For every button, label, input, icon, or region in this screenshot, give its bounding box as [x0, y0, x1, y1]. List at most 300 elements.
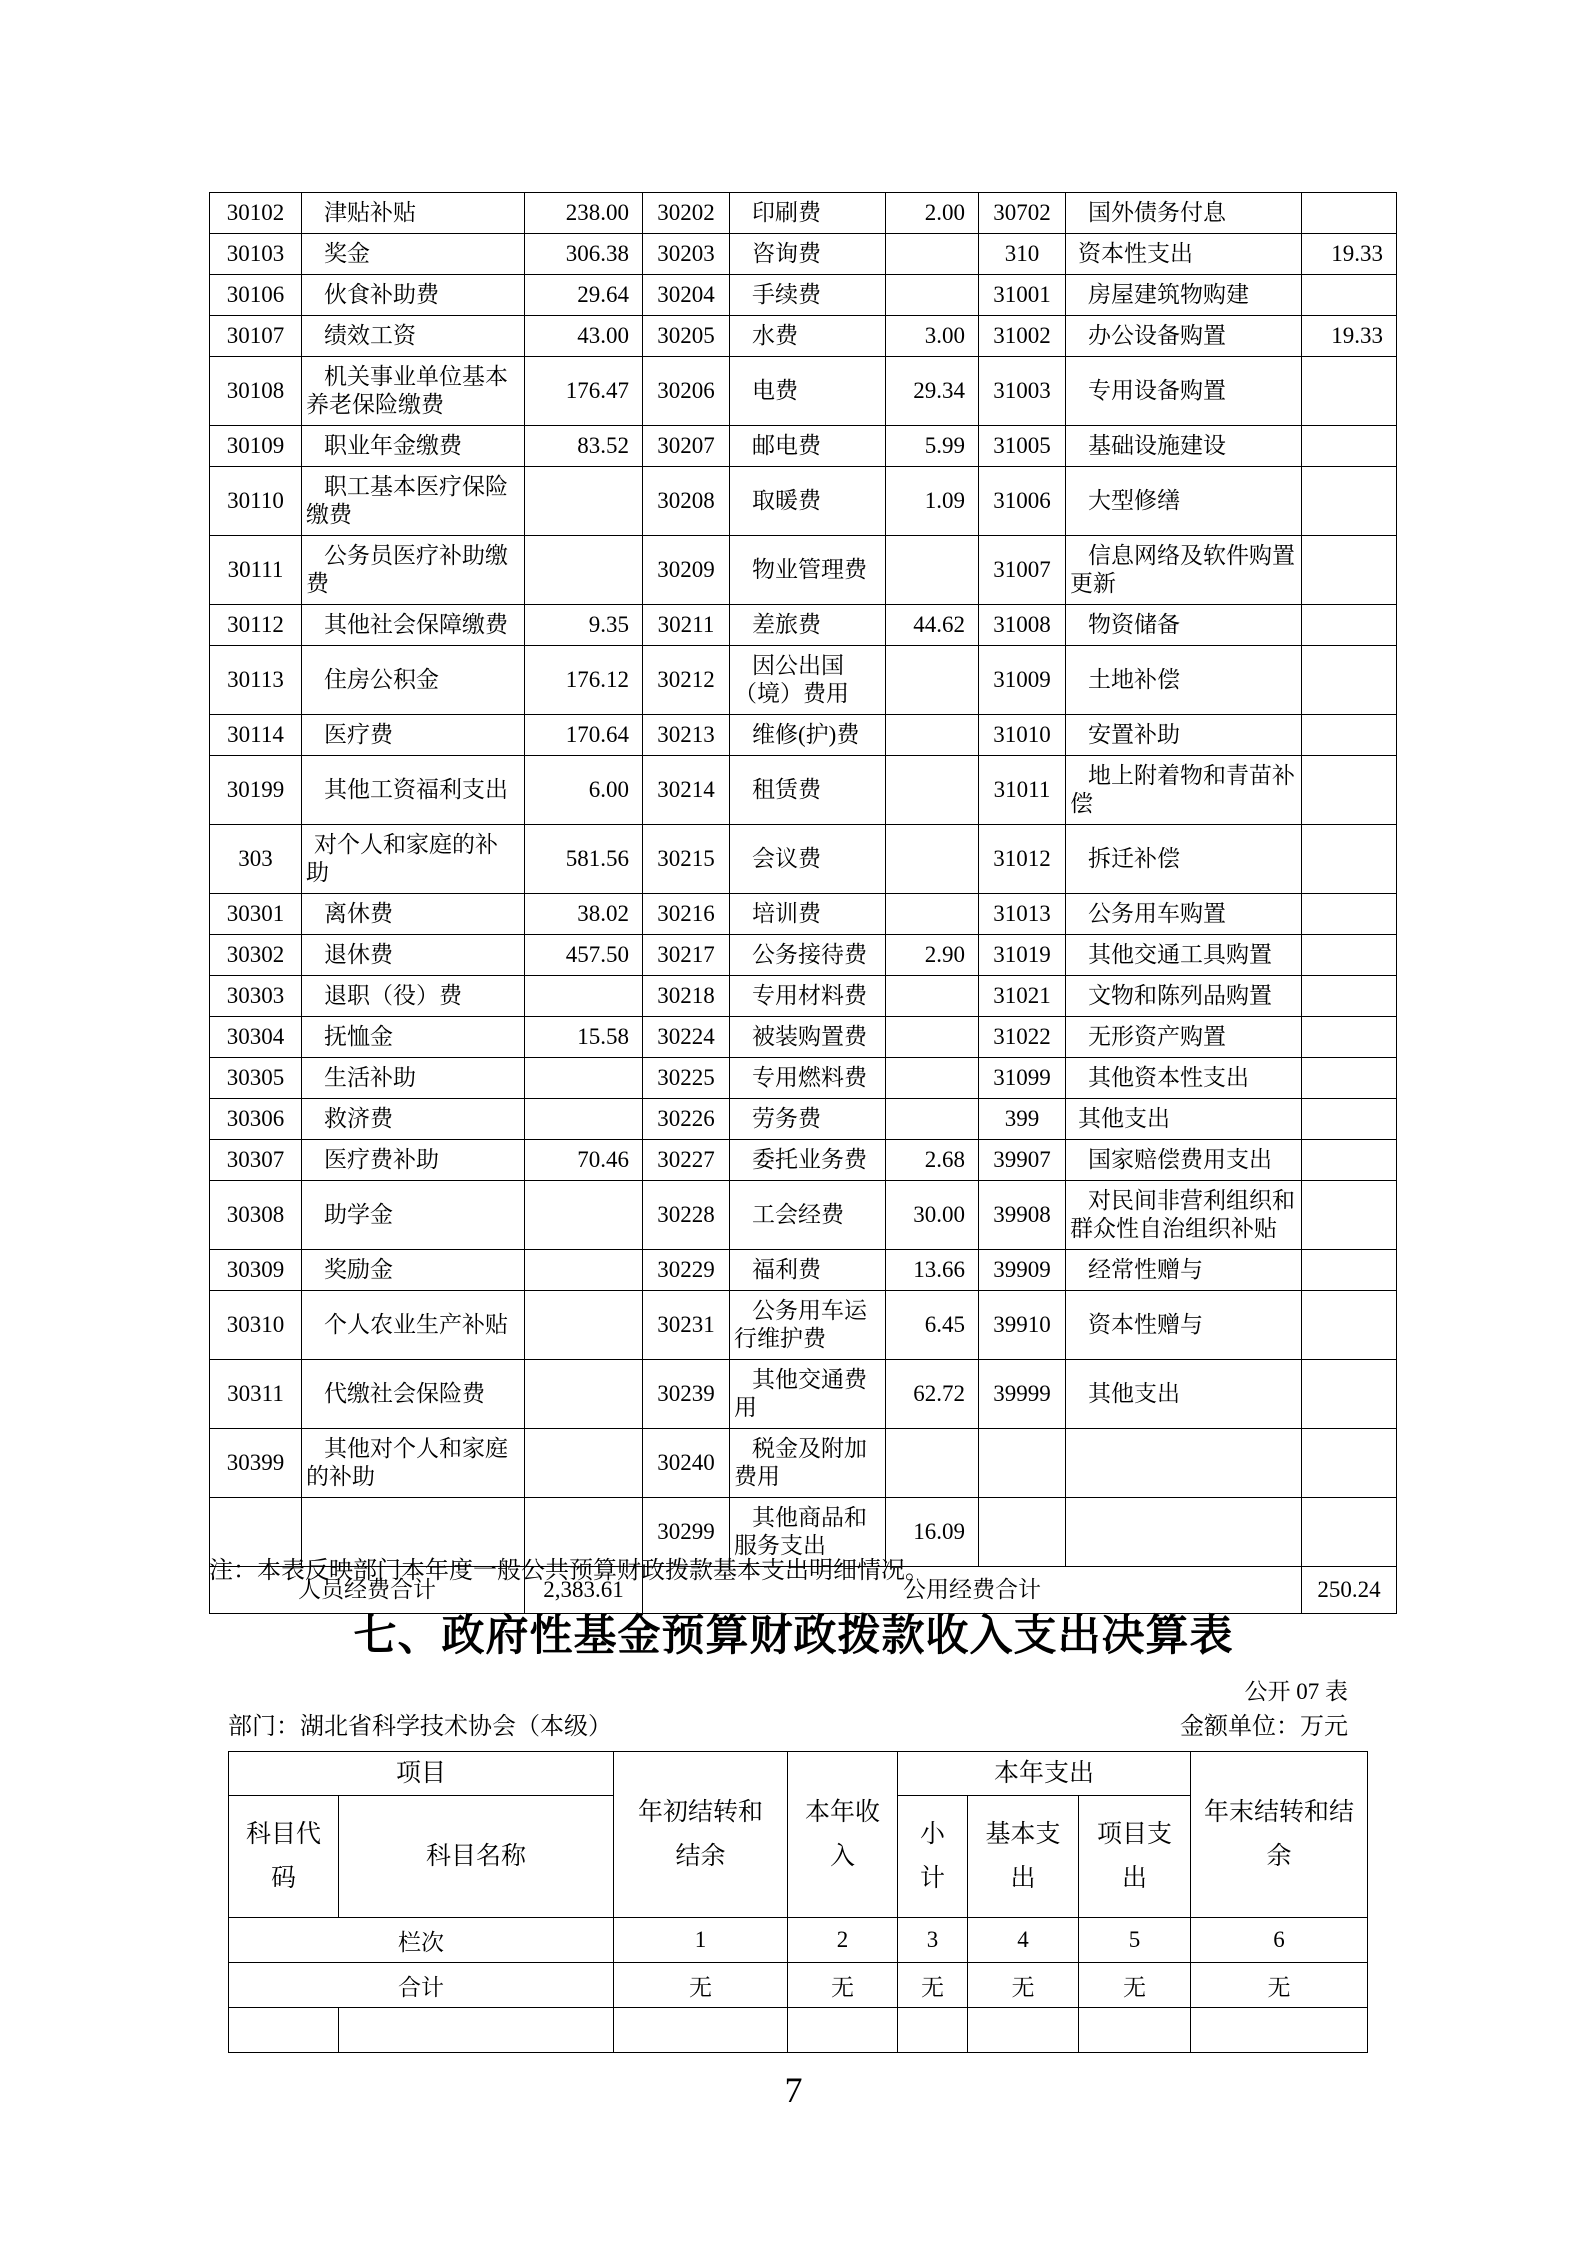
table1-code-cell: 30702: [979, 193, 1066, 234]
table1-row: [210, 1099, 1397, 1140]
table1-val-cell: 44.62: [886, 605, 979, 646]
table1-row: [210, 646, 1397, 715]
table1-name-cell: 差旅费: [730, 605, 886, 646]
table1-name-cell: 国家赔偿费用支出: [1066, 1140, 1302, 1181]
department-label: 部门：湖北省科学技术协会（本级）: [228, 1714, 612, 1740]
table2-cell: 无: [614, 1963, 788, 2008]
table1-code-cell: 30224: [643, 1017, 730, 1058]
personnel-total-value: 2,383.61: [525, 1567, 643, 1614]
table1-code-cell: 30304: [210, 1017, 302, 1058]
table1-name-cell: 公务接待费: [730, 935, 886, 976]
table1-code-cell: 31012: [979, 825, 1066, 894]
table1-name-cell: 拆迁补偿: [1066, 825, 1302, 894]
table1-name-cell: 职工基本医疗保险缴费: [302, 467, 525, 536]
table1-val-cell: [1302, 1360, 1397, 1429]
table2-cell: 合计: [229, 1963, 614, 2008]
table1-val-cell: [525, 976, 643, 1017]
table1-val-cell: [1302, 536, 1397, 605]
table1-row: [210, 1250, 1397, 1291]
table1-name-cell: 资本性赠与: [1066, 1291, 1302, 1360]
table1-name-cell: 租赁费: [730, 756, 886, 825]
table1-name-cell: 水费: [730, 316, 886, 357]
table1-name-cell: 维修(护)费: [730, 715, 886, 756]
table1-val-cell: [1302, 605, 1397, 646]
table1-code-cell: 30399: [210, 1429, 302, 1498]
table1-code-cell: 30218: [643, 976, 730, 1017]
table1-name-cell: 培训费: [730, 894, 886, 935]
table1-val-cell: 170.64: [525, 715, 643, 756]
table1-code-cell: 30208: [643, 467, 730, 536]
table1-code-cell: 30103: [210, 234, 302, 275]
table1-name-cell: 助学金: [302, 1181, 525, 1250]
table1-code-cell: 30207: [643, 426, 730, 467]
personnel-total-label: 人员经费合计: [210, 1567, 525, 1614]
table1-code-cell: 31022: [979, 1017, 1066, 1058]
table1-val-cell: [886, 1017, 979, 1058]
table2-cell: 无: [1191, 1963, 1368, 2008]
table1-name-cell: 机关事业单位基本养老保险缴费: [302, 357, 525, 426]
table1-val-cell: [1302, 715, 1397, 756]
table1-name-cell: 无形资产购置: [1066, 1017, 1302, 1058]
table1-val-cell: [886, 1058, 979, 1099]
table1-name-cell: 邮电费: [730, 426, 886, 467]
table2-cell: 无: [1079, 1963, 1191, 2008]
table2-row: [229, 1918, 1368, 1963]
table1-code-cell: 30213: [643, 715, 730, 756]
table1-code-cell: 31005: [979, 426, 1066, 467]
table1-val-cell: 457.50: [525, 935, 643, 976]
table1-code-cell: 30217: [643, 935, 730, 976]
table1-code-cell: 39999: [979, 1360, 1066, 1429]
table1-code-cell: 31006: [979, 467, 1066, 536]
table1-val-cell: [1302, 1291, 1397, 1360]
table1-row: [210, 605, 1397, 646]
table1-name-cell: 信息网络及软件购置更新: [1066, 536, 1302, 605]
table1-row: [210, 316, 1397, 357]
table1-code-cell: 30309: [210, 1250, 302, 1291]
table1-name-cell: [1066, 1429, 1302, 1498]
table1-name-cell: 咨询费: [730, 234, 886, 275]
table2-meta-line: [228, 1712, 1348, 1742]
table1-name-cell: 公务用车运行维护费: [730, 1291, 886, 1360]
amount-unit-label: 金额单位：万元: [1180, 1714, 1348, 1740]
table1-name-cell: 物业管理费: [730, 536, 886, 605]
table1-code-cell: 30307: [210, 1140, 302, 1181]
table1-name-cell: 个人农业生产补贴: [302, 1291, 525, 1360]
table1-code-cell: 30215: [643, 825, 730, 894]
table1-name-cell: 国外债务付息: [1066, 193, 1302, 234]
table2-row: [229, 2008, 1368, 2053]
table1-name-cell: 公务用车购置: [1066, 894, 1302, 935]
table1-name-cell: 退休费: [302, 935, 525, 976]
table1-val-cell: 70.46: [525, 1140, 643, 1181]
table2-cell: 3: [898, 1918, 968, 1963]
table1-val-cell: [1302, 1058, 1397, 1099]
table1-row: [210, 467, 1397, 536]
table1-name-cell: 生活补助: [302, 1058, 525, 1099]
table1-val-cell: [886, 715, 979, 756]
table1-val-cell: [1302, 426, 1397, 467]
table1-code-cell: 30306: [210, 1099, 302, 1140]
table1-code-cell: 30206: [643, 357, 730, 426]
table1-val-cell: 2.68: [886, 1140, 979, 1181]
table1-name-cell: 办公设备购置: [1066, 316, 1302, 357]
table1-val-cell: 6.00: [525, 756, 643, 825]
table1-val-cell: [886, 825, 979, 894]
table1-code-cell: 31010: [979, 715, 1066, 756]
table1-code-cell: [979, 1429, 1066, 1498]
table1-code-cell: 30228: [643, 1181, 730, 1250]
table1-code-cell: 31099: [979, 1058, 1066, 1099]
table1-val-cell: [525, 1250, 643, 1291]
table1-row: [210, 756, 1397, 825]
table1-row: [210, 275, 1397, 316]
table1-row: [210, 715, 1397, 756]
table1-val-cell: 38.02: [525, 894, 643, 935]
table1-code-cell: 30305: [210, 1058, 302, 1099]
table1-code-cell: 30211: [643, 605, 730, 646]
table1-val-cell: [525, 1429, 643, 1498]
table1-val-cell: [886, 646, 979, 715]
table1-row: [210, 976, 1397, 1017]
table2-cell: 2: [788, 1918, 898, 1963]
table1-name-cell: 土地补偿: [1066, 646, 1302, 715]
table1-row: [210, 1017, 1397, 1058]
table1-row: [210, 1181, 1397, 1250]
table1-name-cell: 离休费: [302, 894, 525, 935]
table1-name-cell: 对民间非营利组织和群众性自治组织补贴: [1066, 1181, 1302, 1250]
table1-name-cell: 其他交通工具购置: [1066, 935, 1302, 976]
table1-name-cell: 代缴社会保险费: [302, 1360, 525, 1429]
table1-val-cell: 3.00: [886, 316, 979, 357]
table1-name-cell: 工会经费: [730, 1181, 886, 1250]
table1-name-cell: 津贴补贴: [302, 193, 525, 234]
table1-val-cell: [525, 536, 643, 605]
table2-cell: 5: [1079, 1918, 1191, 1963]
table1-val-cell: 9.35: [525, 605, 643, 646]
table1-row: [210, 1429, 1397, 1498]
table1-val-cell: 29.64: [525, 275, 643, 316]
table1-name-cell: 专用设备购置: [1066, 357, 1302, 426]
table1-val-cell: 176.47: [525, 357, 643, 426]
table1-name-cell: 劳务费: [730, 1099, 886, 1140]
table1-name-cell: 住房公积金: [302, 646, 525, 715]
table1-val-cell: 5.99: [886, 426, 979, 467]
table1-code-cell: 399: [979, 1099, 1066, 1140]
table1-val-cell: [1302, 825, 1397, 894]
table1-name-cell: 伙食补助费: [302, 275, 525, 316]
table1-code-cell: 310: [979, 234, 1066, 275]
table1-val-cell: [525, 1360, 643, 1429]
table1-name-cell: 退职（役）费: [302, 976, 525, 1017]
table1-code-cell: 30204: [643, 275, 730, 316]
public-total-value: 250.24: [1302, 1567, 1397, 1614]
table1-val-cell: [525, 1291, 643, 1360]
table1-code-cell: 30212: [643, 646, 730, 715]
table1-name-cell: 公务员医疗补助缴费: [302, 536, 525, 605]
table1-name-cell: 其他资本性支出: [1066, 1058, 1302, 1099]
table1-name-cell: 委托业务费: [730, 1140, 886, 1181]
table1-code-cell: 30229: [643, 1250, 730, 1291]
table1-name-cell: 专用燃料费: [730, 1058, 886, 1099]
table1-name-cell: 因公出国（境）费用: [730, 646, 886, 715]
table1-val-cell: 43.00: [525, 316, 643, 357]
header-project: 项目: [229, 1752, 614, 1796]
table1-code-cell: 30114: [210, 715, 302, 756]
table1-code-cell: 39907: [979, 1140, 1066, 1181]
table1-row: [210, 825, 1397, 894]
table1-row: [210, 935, 1397, 976]
table1-code-cell: 30111: [210, 536, 302, 605]
table1-name-cell: 其他工资福利支出: [302, 756, 525, 825]
table1-name-cell: 医疗费补助: [302, 1140, 525, 1181]
table1-code-cell: 39909: [979, 1250, 1066, 1291]
table1-row: [210, 894, 1397, 935]
table1-name-cell: 奖励金: [302, 1250, 525, 1291]
table1-name-cell: 医疗费: [302, 715, 525, 756]
table1-code-cell: 30214: [643, 756, 730, 825]
table1-name-cell: 经常性赠与: [1066, 1250, 1302, 1291]
header-basic-expenditure: 基本支出: [968, 1796, 1079, 1918]
table1-name-cell: 税金及附加费用: [730, 1429, 886, 1498]
table2-cell: [229, 2008, 339, 2053]
table1-note: 注：本表反映部门本年度一般公共预算财政拨款基本支出明细情况。: [209, 1558, 929, 1584]
header-closing-balance: 年末结转和结余: [1191, 1752, 1368, 1918]
table1-val-cell: 581.56: [525, 825, 643, 894]
table1-val-cell: [886, 234, 979, 275]
table1-code-cell: 30310: [210, 1291, 302, 1360]
table1-name-cell: 其他支出: [1066, 1099, 1302, 1140]
table1-code-cell: 30301: [210, 894, 302, 935]
table1-val-cell: [1302, 646, 1397, 715]
table1-val-cell: [886, 1429, 979, 1498]
table2-cell: 无: [788, 1963, 898, 2008]
table1-val-cell: [886, 894, 979, 935]
table1-code-cell: 30202: [643, 193, 730, 234]
header-current-income: 本年收入: [788, 1752, 898, 1918]
table1-code-cell: 39908: [979, 1181, 1066, 1250]
table1-code-cell: 30199: [210, 756, 302, 825]
table1-name-cell: 奖金: [302, 234, 525, 275]
table2-cell: [788, 2008, 898, 2053]
table1-val-cell: [1302, 1181, 1397, 1250]
table1-name-cell: 福利费: [730, 1250, 886, 1291]
table1-val-cell: 16.09: [886, 1498, 979, 1567]
table1-val-cell: [1302, 467, 1397, 536]
table1-val-cell: [886, 536, 979, 605]
table1-val-cell: 29.34: [886, 357, 979, 426]
table1-code-cell: 31011: [979, 756, 1066, 825]
table1-row: [210, 1291, 1397, 1360]
table1-val-cell: 176.12: [525, 646, 643, 715]
table1-name-cell: 其他交通费用: [730, 1360, 886, 1429]
table1-val-cell: 6.45: [886, 1291, 979, 1360]
table1-val-cell: [1302, 193, 1397, 234]
table1-code-cell: 31007: [979, 536, 1066, 605]
table1-code-cell: 31019: [979, 935, 1066, 976]
header-project-expenditure: 项目支出: [1079, 1796, 1191, 1918]
table1-code-cell: 31001: [979, 275, 1066, 316]
table1-val-cell: [1302, 1429, 1397, 1498]
header-subtotal: 小计: [898, 1796, 968, 1918]
table1-val-cell: [1302, 275, 1397, 316]
table1-val-cell: 30.00: [886, 1181, 979, 1250]
table1-name-cell: 会议费: [730, 825, 886, 894]
table1-val-cell: [525, 467, 643, 536]
table1-row: [210, 234, 1397, 275]
table1-name-cell: 其他社会保障缴费: [302, 605, 525, 646]
table1-row: [210, 1360, 1397, 1429]
table1-row: [210, 193, 1397, 234]
table1-name-cell: 基础设施建设: [1066, 426, 1302, 467]
table1-name-cell: 职业年金缴费: [302, 426, 525, 467]
table2-cell: 1: [614, 1918, 788, 1963]
table1-code-cell: 30216: [643, 894, 730, 935]
table1-name-cell: 抚恤金: [302, 1017, 525, 1058]
header-opening-balance: 年初结转和结余: [614, 1752, 788, 1918]
table1-code-cell: 30102: [210, 193, 302, 234]
table1-name-cell: 其他支出: [1066, 1360, 1302, 1429]
table1-code-cell: 303: [210, 825, 302, 894]
table1-row: [210, 1058, 1397, 1099]
table2-cell: [339, 2008, 614, 2053]
table1-val-cell: 13.66: [886, 1250, 979, 1291]
table1-name-cell: 救济费: [302, 1099, 525, 1140]
table1-name-cell: 其他对个人和家庭的补助: [302, 1429, 525, 1498]
table1-name-cell: 电费: [730, 357, 886, 426]
table1-val-cell: 19.33: [1302, 234, 1397, 275]
table1-code-cell: 31003: [979, 357, 1066, 426]
table2-cell: 无: [898, 1963, 968, 2008]
table1-name-cell: 取暖费: [730, 467, 886, 536]
table2-cell: [898, 2008, 968, 2053]
table1-code-cell: 31009: [979, 646, 1066, 715]
table1-name-cell: 印刷费: [730, 193, 886, 234]
table1-name-cell: 专用材料费: [730, 976, 886, 1017]
table1-code-cell: 30209: [643, 536, 730, 605]
table1-code-cell: 30227: [643, 1140, 730, 1181]
table1-val-cell: [1302, 357, 1397, 426]
section-title: 七、政府性基金预算财政拨款收入支出决算表: [353, 1612, 1234, 1660]
table1-name-cell: 大型修缮: [1066, 467, 1302, 536]
table1-val-cell: [886, 1099, 979, 1140]
table1-code-cell: 30107: [210, 316, 302, 357]
table1-val-cell: [886, 756, 979, 825]
table1-code-cell: 30231: [643, 1291, 730, 1360]
table1-row: [210, 1140, 1397, 1181]
table1-val-cell: [1302, 1099, 1397, 1140]
header-subject-code: 科目代码: [229, 1796, 339, 1918]
table2-cell: [968, 2008, 1079, 2053]
gov-fund-table: [228, 1751, 1368, 2053]
table1-code-cell: 30110: [210, 467, 302, 536]
table1-code-cell: 30106: [210, 275, 302, 316]
table1-code-cell: 30299: [643, 1498, 730, 1567]
table1-code-cell: 31013: [979, 894, 1066, 935]
table1-name-cell: 物资储备: [1066, 605, 1302, 646]
table1-code-cell: 39910: [979, 1291, 1066, 1360]
header-subject-name: 科目名称: [339, 1796, 614, 1918]
table1-val-cell: [1302, 894, 1397, 935]
table1-name-cell: 其他商品和服务支出: [730, 1498, 886, 1567]
table1-val-cell: [525, 1181, 643, 1250]
table1-name-cell: 文物和陈列品购置: [1066, 976, 1302, 1017]
table2-cell: [1079, 2008, 1191, 2053]
table1-code-cell: 31021: [979, 976, 1066, 1017]
page-number: 7: [784, 2070, 803, 2110]
table1-code-cell: 30240: [643, 1429, 730, 1498]
table1-name-cell: 地上附着物和青苗补偿: [1066, 756, 1302, 825]
table2-row: [229, 1963, 1368, 2008]
table1-val-cell: [1302, 935, 1397, 976]
table1-row: [210, 357, 1397, 426]
table1-val-cell: 238.00: [525, 193, 643, 234]
table1-code-cell: 30113: [210, 646, 302, 715]
table1-val-cell: 15.58: [525, 1017, 643, 1058]
table1-name-cell: 对个人和家庭的补助: [302, 825, 525, 894]
table1-code-cell: 30109: [210, 426, 302, 467]
table1-code-cell: 30239: [643, 1360, 730, 1429]
table1-name-cell: 绩效工资: [302, 316, 525, 357]
table1-code-cell: 30302: [210, 935, 302, 976]
table1-code-cell: 31008: [979, 605, 1066, 646]
table1-val-cell: [1302, 1017, 1397, 1058]
table2-cell: 栏次: [229, 1918, 614, 1963]
table1-code-cell: 31002: [979, 316, 1066, 357]
table1-val-cell: [886, 976, 979, 1017]
table2-header-row-1: [229, 1752, 1368, 1796]
table1-name-cell: 手续费: [730, 275, 886, 316]
table1-val-cell: [1302, 976, 1397, 1017]
table1-val-cell: 83.52: [525, 426, 643, 467]
table1-code-cell: 30203: [643, 234, 730, 275]
table1-row: [210, 426, 1397, 467]
table1-code-cell: 30225: [643, 1058, 730, 1099]
table1-val-cell: [1302, 1140, 1397, 1181]
table2-cell: [614, 2008, 788, 2053]
header-current-expenditure: 本年支出: [898, 1752, 1191, 1796]
table1-val-cell: 306.38: [525, 234, 643, 275]
table1-code-cell: 30112: [210, 605, 302, 646]
public-total-label: 公用经费合计: [643, 1567, 1302, 1614]
table1-val-cell: [1302, 1250, 1397, 1291]
table1-val-cell: 1.09: [886, 467, 979, 536]
table1-name-cell: 安置补助: [1066, 715, 1302, 756]
table1-val-cell: 2.90: [886, 935, 979, 976]
table1-val-cell: 2.00: [886, 193, 979, 234]
table1-val-cell: [886, 275, 979, 316]
table1-code-cell: 30308: [210, 1181, 302, 1250]
table1-code-cell: 30205: [643, 316, 730, 357]
table2-cell: 4: [968, 1918, 1079, 1963]
table2-cell: 6: [1191, 1918, 1368, 1963]
table1-name-cell: 房屋建筑物购建: [1066, 275, 1302, 316]
table1-code-cell: 30226: [643, 1099, 730, 1140]
table1-row: [210, 536, 1397, 605]
table2-cell: 无: [968, 1963, 1079, 2008]
table1-code-cell: 30311: [210, 1360, 302, 1429]
table1-val-cell: [525, 1099, 643, 1140]
table2-cell: [1191, 2008, 1368, 2053]
table1-code-cell: 30303: [210, 976, 302, 1017]
table1-name-cell: 被装购置费: [730, 1017, 886, 1058]
table1-val-cell: 19.33: [1302, 316, 1397, 357]
table-code-label: 公开 07 表: [1244, 1679, 1348, 1704]
basic-expenditure-table: [209, 192, 1397, 1614]
table1-code-cell: 30108: [210, 357, 302, 426]
table1-val-cell: [525, 1058, 643, 1099]
table1-name-cell: 资本性支出: [1066, 234, 1302, 275]
